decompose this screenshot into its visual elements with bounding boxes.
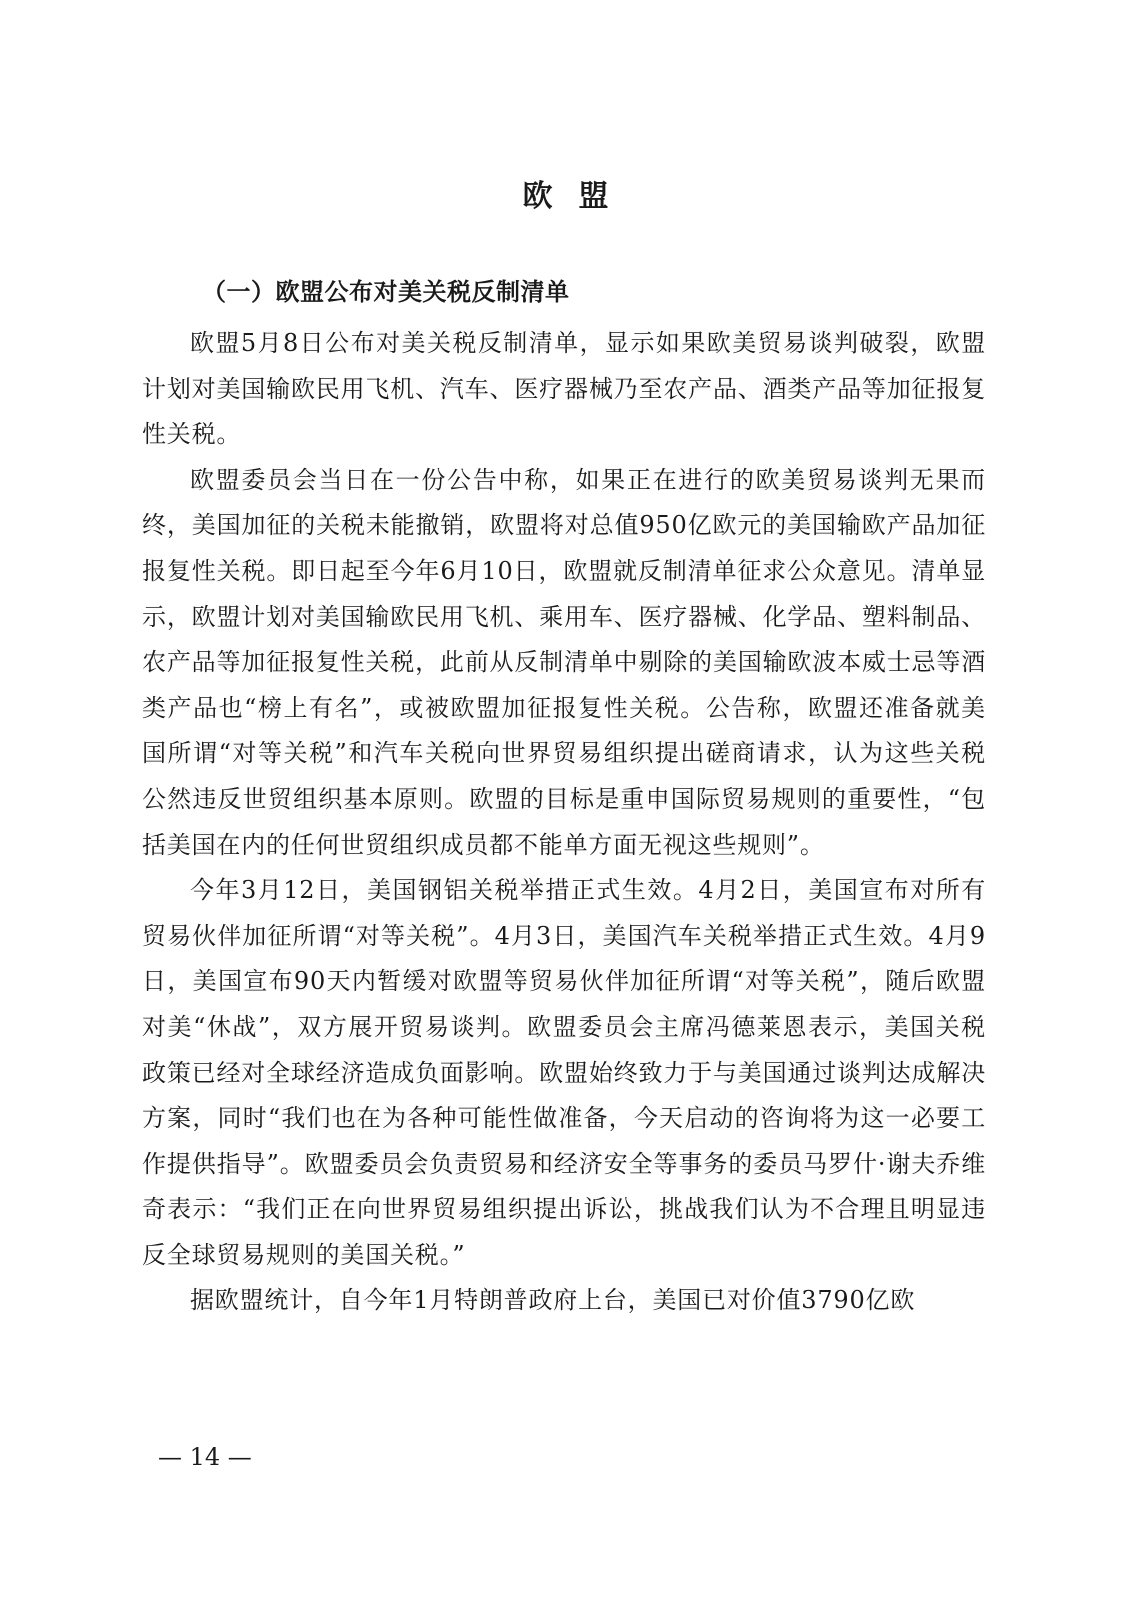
- paragraph-4: 据欧盟统计，自今年1月特朗普政府上台，美国已对价值3790亿欧: [190, 1286, 916, 1315]
- paragraph-2: 欧盟委员会当日在一份公告中称，如果正在进行的欧美贸易谈判无果而终，美国加征的关税未能撤销，欧盟将对总值950亿欧元的美国输欧产品加征报复性关税。即日起至今年6月10日，欧盟就反制清单征求公众意见。清单显示，欧盟计划对美国输欧民用飞机、乘用车、医疗器械、化学品、塑料制品、农产品等加征报复性关税，此前从反制清单中剔除的美国输欧波本威士忌等酒类产品也“榜上有名”，或被欧盟加征报复性关税。公告称，欧盟还准备就美国所谓“对等关税”和汽车关税向世界贸易组织提出磋商请求，认为这些关税公然违反世贸组织基本原则。欧盟的目标是重申国际贸易规则的重要性，“包括美国在内的任何世贸组织成员都不能单方面无视这些规则”。: [142, 465, 986, 859]
- paragraph-3: 今年3月12日，美国钢铝关税举措正式生效。4月2日，美国宣布对所有贸易伙伴加征所谓“对等关税”。4月3日，美国汽车关税举措正式生效。4月9日，美国宣布90天内暂缓对欧盟等贸易伙伴加征所谓“对等关税”，随后欧盟对美“休战”，双方展开贸易谈判。欧盟委员会主席冯德莱恩表示，美国关税政策已经对全球经济造成负面影响。欧盟始终致力于与美国通过谈判达成解决方案，同时“我们也在为各种可能性做准备，今天启动的咨询将为这一必要工作提供指导”。欧盟委员会负责贸易和经济安全等事务的委员马罗什·谢夫乔维奇表示：“我们正在向世界贸易组织提出诉讼，挑战我们认为不合理且明显违反全球贸易规则的美国关税。”: [142, 876, 986, 1269]
- page-title: 欧盟: [522, 179, 635, 214]
- page-number: — 14 —: [158, 1443, 252, 1471]
- article-body: [142, 321, 986, 1324]
- section-heading: （一）欧盟公布对美关税反制清单: [202, 278, 570, 306]
- paragraph-1: 欧盟5月8日公布对美关税反制清单，显示如果欧美贸易谈判破裂，欧盟计划对美国输欧民用飞机、汽车、医疗器械乃至农产品、酒类产品等加征报复性关税。: [142, 329, 986, 449]
